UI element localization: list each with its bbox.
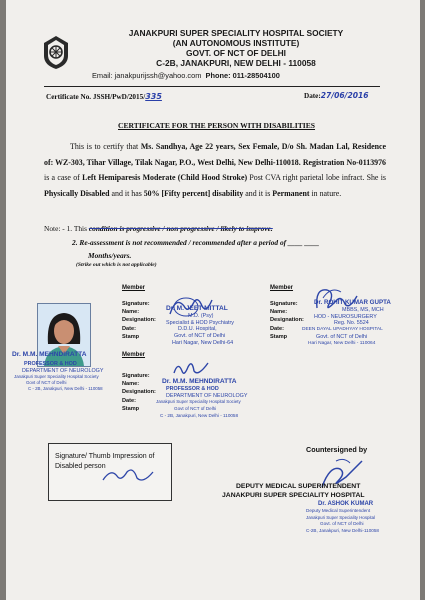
member-3-stamp [156,379,247,420]
label-date: Date: [270,325,284,332]
registration-number: Registration No-0113976 [302,157,386,167]
label-stamp: Stamp [122,333,140,340]
m3-stamp-designation: PROFESSOR & HOD [166,385,219,392]
note-3 [88,251,131,260]
label-stamp: Stamp [270,333,288,340]
label-stamp: Stamp [122,405,140,412]
email-label: Email: [92,71,113,80]
m2-stamp-govt: Govt. of NCT of Delhi [316,333,368,340]
date-label: Date: [304,92,321,100]
body-text: in nature. [309,188,342,198]
member-2-heading: Member [270,285,294,291]
member-1-labels [122,300,156,341]
certificate-date [304,91,369,100]
label-designation: Designation: [122,389,156,396]
certificate-page [6,0,420,600]
member-1-stamp [166,306,234,347]
certificate-title: CERTIFICATE FOR THE PERSON WITH DISABILITIES [118,121,316,130]
date-value: 27/06/2016 [320,91,369,100]
note-2-text: 2. Re-assessment is not recommended / recommended after a period of ____ ____ [72,238,320,247]
member-2-labels [270,300,304,341]
body-text: This is to certify that [70,142,141,151]
note-1-struck-text: condition is progressive / non progressive / likely to improve. [88,224,273,233]
applicant-signature [97,462,157,488]
label-designation: Designation: [270,317,304,324]
dms-stamp-hospital: Janakpuri Super Speciality Hospital [306,514,376,520]
phone-value: 011-28504100 [232,71,280,80]
m2-stamp-hospital: DEEN DAYAL UPADHYAY HOSPITAL [302,327,383,333]
label-name: Name: [122,309,140,316]
m1-stamp-address: Hari Nagar, New Delhi-64 [172,339,234,346]
label-name: Name: [122,381,140,388]
member-3-heading: Member [122,352,146,358]
member-1-heading: Member [122,285,146,291]
m1-stamp-designation: Specialist & HOD Psychiatry [166,319,235,326]
m2-stamp-address: Hari Nagar, New Delhi - 110064 [308,340,376,346]
m3-stamp-name: Dr. M.M. MEHNDIRATTA [162,378,237,385]
strike-note: (Strike out which is not applicable) [76,262,157,268]
body-text: Post CVA right parietal lobe infract. She is [247,173,386,183]
dms-stamp [306,501,379,535]
m2-stamp-designation: HOD - NEUROSURGERY [314,313,377,320]
certificate-body [44,139,386,201]
m3-stamp-hospital: Janakpuri Super Speciality Hospital Society [156,399,241,405]
phone-label: Phone: [205,71,231,80]
patient-details: Ms. Sandhya, Age 22 years, Sex Female, D/o Sh. Madan Lal, Residence of: WZ-303, Tihar Village, Tilak Nagar, P.O., West Delhi, New Delhi-110018. [44,142,386,167]
diagnosis: Left Hemiparesis Moderate (Child Hood Stroke) [82,173,248,183]
photo-stamp-line-6: C - 2B, Janakpuri, New Delhi - 110058 [28,386,103,391]
label-date: Date: [122,397,136,404]
m3-stamp-govt: Govt of NCT of Delhi [174,406,217,412]
thumb-impression-box [48,443,172,501]
certificate-number-value: 335 [145,92,162,101]
photo-stamp-line-2: PROFESSOR & HOD [24,361,77,367]
org-name: JANAKPURI SUPER SPECIALITY HOSPITAL SOCIETY [128,28,344,38]
m3-stamp-address: C - 2B, Janakpuri, New Delhi - 110058 [160,412,239,418]
email-value: janakpurijssh@yahoo.com [114,71,202,80]
m3-stamp-dept: DEPARTMENT OF NEUROLOGY [166,392,248,399]
header-divider [44,86,380,87]
label-signature: Signature: [270,301,298,307]
note-1-prefix: Note: - 1. This [44,224,87,233]
label-designation: Designation: [122,317,156,324]
contact-line [92,71,280,80]
dms-stamp-designation: Deputy Medical Superintendent [306,507,371,513]
member-2-stamp [302,300,416,348]
m2-stamp-degree: MBBS, MS, MCH [342,306,384,313]
label-date: Date: [122,325,136,332]
body-text: and it has [109,188,144,198]
dms-stamp-address: C-2B, Janakpuri, New Delhi-110058 [306,528,379,534]
dms-stamp-name: Dr. ASHOK KUMAR [318,501,374,507]
dms-stamp-govt: Govt. of NCT of Delhi [320,521,364,527]
m1-stamp-govt: Govt. of NCT of Delhi [174,333,226,340]
dms-title: DEPUTY MEDICAL SUPERINTENDENT [236,483,361,490]
note-1 [44,224,273,233]
thumb-impression-label: Signature/ Thumb Impression of Disabled person [55,453,155,470]
m2-stamp-name: Dr. ROHIT KUMAR GUPTA [314,299,391,306]
m1-stamp-degree: M.D. (Psy) [188,312,214,319]
body-text: is a case of [44,173,83,183]
certificate-number-label: Certificate No. JSSH/PwD/2015/ [46,93,146,101]
m2-stamp-reg: Reg. No. 5524 [334,320,369,327]
disability-type: Physically Disabled [44,188,110,198]
org-govt: GOVT. OF NCT OF DELHI [185,48,287,58]
label-signature: Signature: [122,301,150,307]
m1-stamp-hospital: D.D.U. Hospital, [178,326,217,333]
org-address: C-2B, JANAKPURI, NEW DELHI - 110058 [156,58,316,68]
label-name: Name: [270,309,288,316]
countersigned-label: Countersigned by [306,445,368,454]
permanence: Permanent [272,188,310,198]
label-signature: Signature: [122,373,150,379]
photo-stamp-line-1: Dr. M.M. MEHNDIRATTA [12,351,87,358]
hospital-emblem-logo [42,34,70,70]
note-3-text: Months/years. [88,251,132,260]
org-subtitle: (AN AUTONOMOUS INSTITUTE) [172,38,300,48]
m1-stamp-name: Dr. M. JEET MITTAL [166,305,228,312]
member-3-labels [122,372,156,413]
disability-percent: 50% [Fifty percent] disability [143,188,244,198]
dms-hospital: JANAKPURI SUPER SPECIALITY HOSPITAL [222,492,365,499]
photo-stamp-line-5: Govt of NCT of Delhi [26,380,67,385]
certificate-number [46,92,162,101]
photo-stamp-line-4: Janakpuri Super Speciality Hospital Society [14,374,99,379]
photo-stamp-line-3: DEPARTMENT OF NEUROLOGY [22,368,104,374]
body-text: and it is [243,188,273,198]
note-2 [72,238,319,247]
